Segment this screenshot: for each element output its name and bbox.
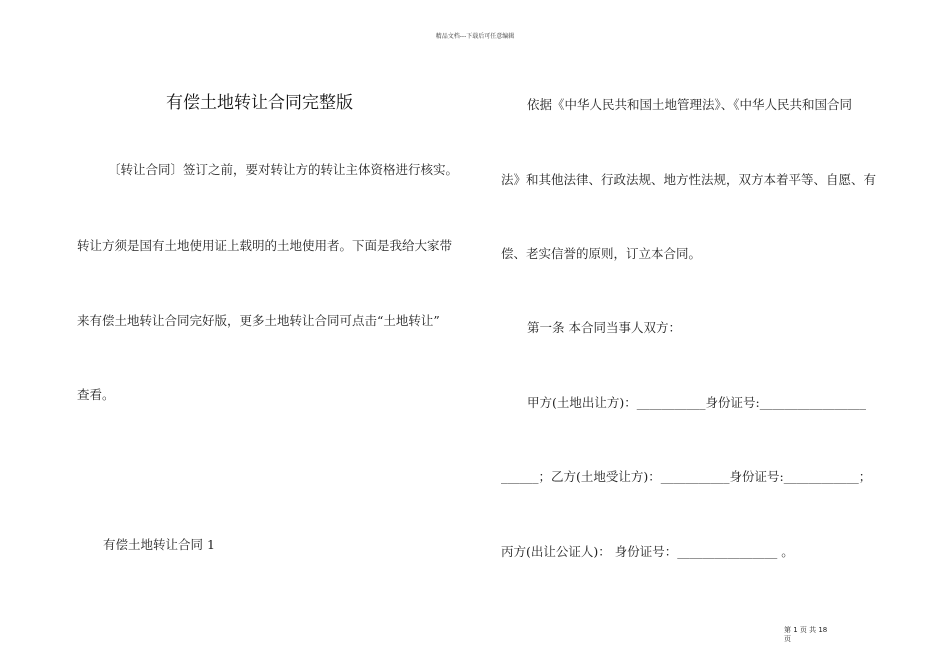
intro-line: 查看。 [77,387,115,402]
party-line: ______；乙方(土地受让方)：___________身份证号:____________； [501,469,872,484]
basis-line: 依据《中华人民共和国土地管理法》、《中华人民共和国合同 [527,97,853,112]
article-heading: 第一条 本合同当事人双方： [527,320,681,335]
party-line: 丙方(出让公证人)： 身份证号：________________ 。 [501,544,794,559]
page-number: 第 1 页 共 18 页 [784,626,828,643]
intro-line: 〔转让合同〕签订之前，要对转让方的转让主体资格进行核实。 [108,162,459,177]
intro-line: 转让方须是国有土地使用证上载明的土地使用者。下面是我给大家带 [77,238,453,253]
party-line: 甲方(土地出让方)：___________身份证号:_________________ [527,395,866,410]
basis-line: 法》和其他法律、行政法规、地方性法规，双方本着平等、自愿、有 [501,172,877,187]
basis-line: 偿、老实信誉的原则，订立本合同。 [501,246,702,261]
document-title: 有偿土地转让合同完整版 [166,93,353,113]
intro-line: 来有偿土地转让合同完好版，更多土地转让合同可点击“土地转让” [77,313,440,328]
header-note: 精品文档---下载后可任意编辑 [435,33,515,40]
contract-heading: 有偿土地转让合同 1 [103,537,215,552]
